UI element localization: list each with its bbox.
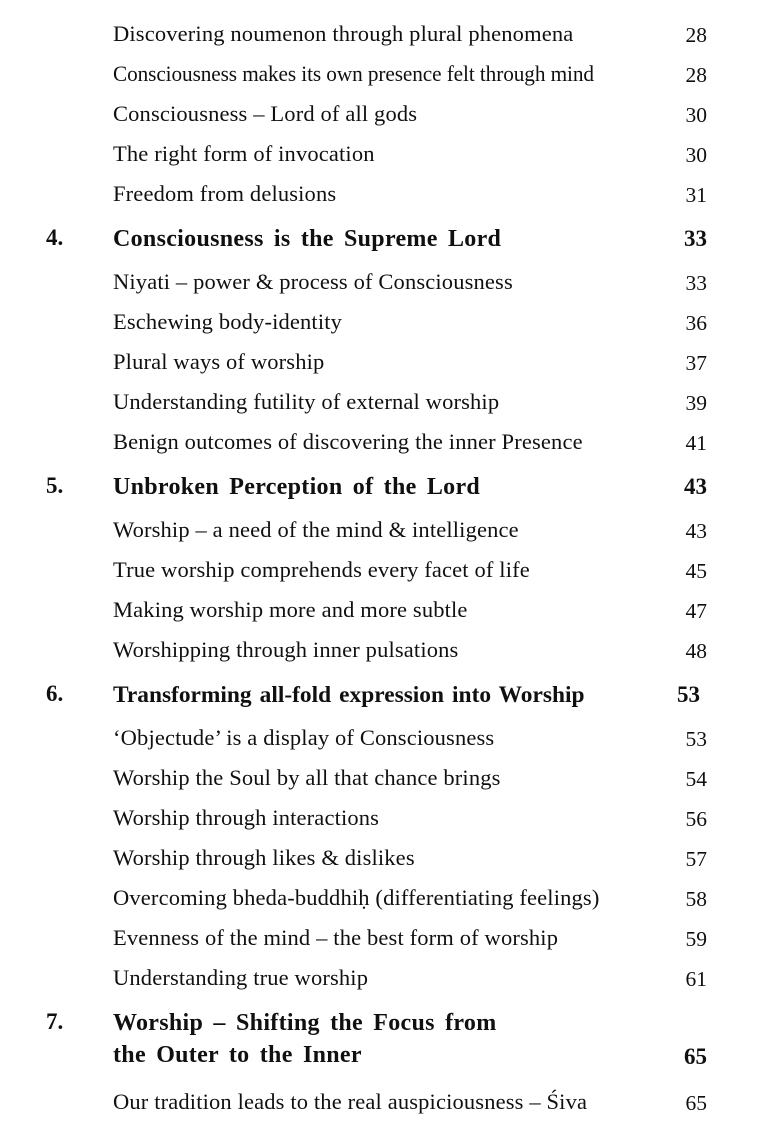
entry-page-number: 33 [685,271,707,295]
entry-page-number: 30 [685,103,707,127]
toc-entry-row[interactable] [0,54,780,94]
entry-title: Freedom from delusions [113,181,337,206]
toc-entry-row[interactable] [0,302,780,342]
chapter-title: Transforming all-fold expression into Worship [113,682,585,708]
chapter-number: 5. [46,473,64,498]
chapter-number: 4. [46,225,64,250]
chapter-title [113,1007,497,1071]
toc-entry-row[interactable] [0,134,780,174]
entry-page-number: 36 [685,311,707,335]
toc-chapter-row[interactable] [0,462,780,510]
entry-title: The right form of invocation [113,141,375,166]
chapter-number: 6. [46,681,64,706]
toc-entry-row[interactable] [0,550,780,590]
entry-title: Benign outcomes of discovering the inner Presence [113,429,583,454]
entry-page-number: 47 [685,599,707,623]
toc-entry-row[interactable] [0,510,780,550]
entry-page-number: 30 [685,143,707,167]
entry-title: Making worship more and more subtle [113,597,468,622]
toc-entry-row[interactable] [0,958,780,998]
entry-title: Discovering noumenon through plural phenomena [113,21,574,46]
entry-page-number: 58 [685,887,707,911]
toc-entry-row[interactable] [0,94,780,134]
entry-page-number: 61 [685,967,707,991]
toc-chapter-row[interactable] [0,214,780,262]
chapter-title-line-1: Worship – Shifting the Focus from [113,1010,497,1036]
entry-title: Evenness of the mind – the best form of worship [113,925,559,950]
entry-title: Worship the Soul by all that chance brings [113,765,501,790]
entry-title: Understanding true worship [113,965,369,990]
toc-entry-row[interactable] [0,590,780,630]
chapter-page-number: 65 [684,1044,707,1069]
entry-page-number: 54 [685,767,707,791]
entry-title: ‘Objectude’ is a display of Consciousness [113,725,495,750]
entry-page-number: 43 [685,519,707,543]
chapter-title: Consciousness is the Supreme Lord [113,226,502,252]
chapter-title: Unbroken Perception of the Lord [113,474,481,500]
table-of-contents [0,14,780,1122]
chapter-page-number: 43 [684,474,707,499]
entry-page-number: 65 [685,1091,707,1115]
toc-entry-row[interactable] [0,718,780,758]
chapter-page-number: 33 [684,226,707,251]
toc-entry-row[interactable] [0,262,780,302]
toc-entry-row[interactable] [0,14,780,54]
toc-entry-row[interactable] [0,838,780,878]
toc-entry-row[interactable] [0,798,780,838]
entry-title: Plural ways of worship [113,349,325,374]
entry-title: Niyati – power & process of Consciousness [113,269,513,294]
chapter-number: 7. [46,1009,64,1034]
entry-page-number: 56 [685,807,707,831]
entry-title: Eschewing body-identity [113,309,343,334]
entry-title: Worship through likes & dislikes [113,845,415,870]
toc-entry-row[interactable] [0,1082,780,1122]
entry-page-number: 59 [685,927,707,951]
chapter-page-number: 53 [677,682,700,707]
toc-entry-row[interactable] [0,758,780,798]
entry-title: Worship – a need of the mind & intelligence [113,517,519,542]
entry-title: True worship comprehends every facet of life [113,557,530,582]
toc-entry-row[interactable] [0,918,780,958]
entry-page-number: 41 [685,431,707,455]
entry-title: Understanding futility of external worship [113,389,500,414]
entry-page-number: 28 [685,23,707,47]
toc-chapter-row[interactable] [0,998,780,1082]
entry-title: Our tradition leads to the real auspiciousness – Śiva [113,1089,588,1114]
entry-page-number: 57 [685,847,707,871]
entry-page-number: 53 [685,727,707,751]
entry-page-number: 45 [685,559,707,583]
entry-title: Worship through interactions [113,805,380,830]
entry-title: Overcoming bheda-buddhiḥ (differentiating feelings) [113,885,600,910]
entry-title: Consciousness makes its own presence felt through mind [113,61,594,86]
toc-entry-row[interactable] [0,382,780,422]
toc-entry-row[interactable] [0,342,780,382]
toc-entry-row[interactable] [0,422,780,462]
entry-title: Worshipping through inner pulsations [113,637,459,662]
entry-page-number: 48 [685,639,707,663]
toc-entry-row[interactable] [0,630,780,670]
toc-entry-row[interactable] [0,174,780,214]
entry-page-number: 39 [685,391,707,415]
toc-chapter-row[interactable] [0,670,780,718]
entry-page-number: 31 [685,183,707,207]
entry-page-number: 37 [685,351,707,375]
entry-title: Consciousness – Lord of all gods [113,101,418,126]
chapter-title-line-2: the Outer to the Inner [113,1042,362,1068]
toc-entry-row[interactable] [0,878,780,918]
entry-page-number: 28 [685,63,707,87]
